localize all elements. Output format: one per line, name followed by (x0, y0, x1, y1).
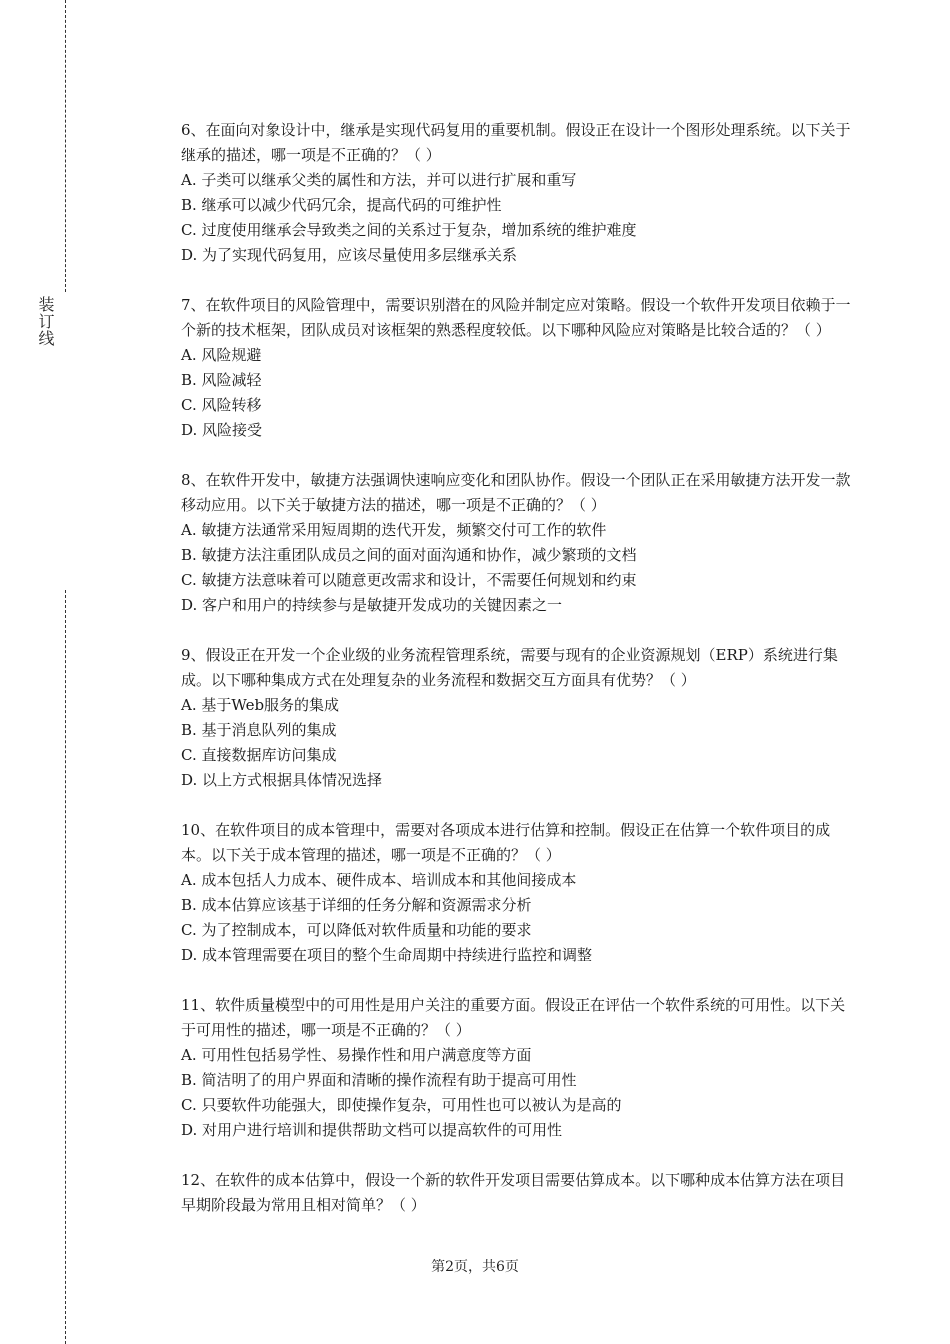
option-b: B. 简洁明了的用户界面和清晰的操作流程有助于提高可用性 (181, 1071, 577, 1089)
question-12 (181, 1168, 853, 1218)
question-stem: 6、在面向对象设计中，继承是实现代码复用的重要机制。假设正在设计一个图形处理系统。以下关于继承的描述，哪一项是不正确的？（ ） (181, 121, 851, 164)
option-c: C. 直接数据库访问集成 (181, 746, 337, 764)
question-7 (181, 293, 853, 443)
question-stem: 8、在软件开发中，敏捷方法强调快速响应变化和团队协作。假设一个团队正在采用敏捷方法开发一款移动应用。以下关于敏捷方法的描述，哪一项是不正确的？（ ） (181, 471, 851, 514)
question-6 (181, 118, 853, 268)
question-8 (181, 468, 853, 618)
option-b: B. 成本估算应该基于详细的任务分解和资源需求分析 (181, 896, 532, 914)
question-stem: 10、在软件项目的成本管理中，需要对各项成本进行估算和控制。假设正在估算一个软件项目的成本。以下关于成本管理的描述，哪一项是不正确的？（ ） (181, 821, 831, 864)
option-c: C. 敏捷方法意味着可以随意更改需求和设计，不需要任何规划和约束 (181, 571, 637, 589)
question-stem: 7、在软件项目的风险管理中，需要识别潜在的风险并制定应对策略。假设一个软件开发项目依赖于一个新的技术框架，团队成员对该框架的熟悉程度较低。以下哪种风险应对策略是比较合适的？（ ） (181, 296, 851, 339)
question-11 (181, 993, 853, 1143)
option-d: D. 以上方式根据具体情况选择 (181, 771, 383, 789)
option-c: C. 风险转移 (181, 396, 262, 414)
page-number: 第2页，共6页 (431, 1259, 519, 1275)
option-d: D. 对用户进行培训和提供帮助文档可以提高软件的可用性 (181, 1121, 563, 1139)
option-c: C. 过度使用继承会导致类之间的关系过于复杂，增加系统的维护难度 (181, 221, 637, 239)
option-a: A. 成本包括人力成本、硬件成本、培训成本和其他间接成本 (181, 871, 577, 889)
binding-label: 装订线 (36, 296, 55, 347)
option-a: A. 敏捷方法通常采用短周期的迭代开发，频繁交付可工作的软件 (181, 521, 607, 539)
option-b: B. 敏捷方法注重团队成员之间的面对面沟通和协作，减少繁琐的文档 (181, 546, 637, 564)
option-b: B. 继承可以减少代码冗余，提高代码的可维护性 (181, 196, 502, 214)
option-d: D. 为了实现代码复用，应该尽量使用多层继承关系 (181, 246, 518, 264)
question-stem: 12、在软件的成本估算中，假设一个新的软件开发项目需要估算成本。以下哪种成本估算方法在项目早期阶段最为常用且相对简单？（ ） (181, 1171, 846, 1214)
option-b: B. 风险减轻 (181, 371, 262, 389)
option-a: A. 可用性包括易学性、易操作性和用户满意度等方面 (181, 1046, 532, 1064)
option-c: C. 只要软件功能强大，即使操作复杂，可用性也可以被认为是高的 (181, 1096, 622, 1114)
option-d: D. 客户和用户的持续参与是敏捷开发成功的关键因素之一 (181, 596, 563, 614)
option-c: C. 为了控制成本，可以降低对软件质量和功能的要求 (181, 921, 532, 939)
option-a: A. 子类可以继承父类的属性和方法，并可以进行扩展和重写 (181, 171, 577, 189)
question-stem: 11、软件质量模型中的可用性是用户关注的重要方面。假设正在评估一个软件系统的可用性。以下关于可用性的描述，哪一项是不正确的？（ ） (181, 996, 846, 1039)
option-a: A. 基于Web服务的集成 (181, 696, 340, 714)
binding-line-top (65, 0, 66, 292)
option-b: B. 基于消息队列的集成 (181, 721, 337, 739)
option-d: D. 成本管理需要在项目的整个生命周期中持续进行监控和调整 (181, 946, 593, 964)
question-list (181, 118, 853, 1243)
question-stem: 9、假设正在开发一个企业级的业务流程管理系统，需要与现有的企业资源规划（ERP）系统进行集成。以下哪种集成方式在处理复杂的业务流程和数据交互方面具有优势？（ ） (181, 646, 838, 689)
question-9 (181, 643, 853, 793)
option-a: A. 风险规避 (181, 346, 262, 364)
option-d: D. 风险接受 (181, 421, 263, 439)
binding-line-bottom (65, 590, 66, 1344)
question-10 (181, 818, 853, 968)
